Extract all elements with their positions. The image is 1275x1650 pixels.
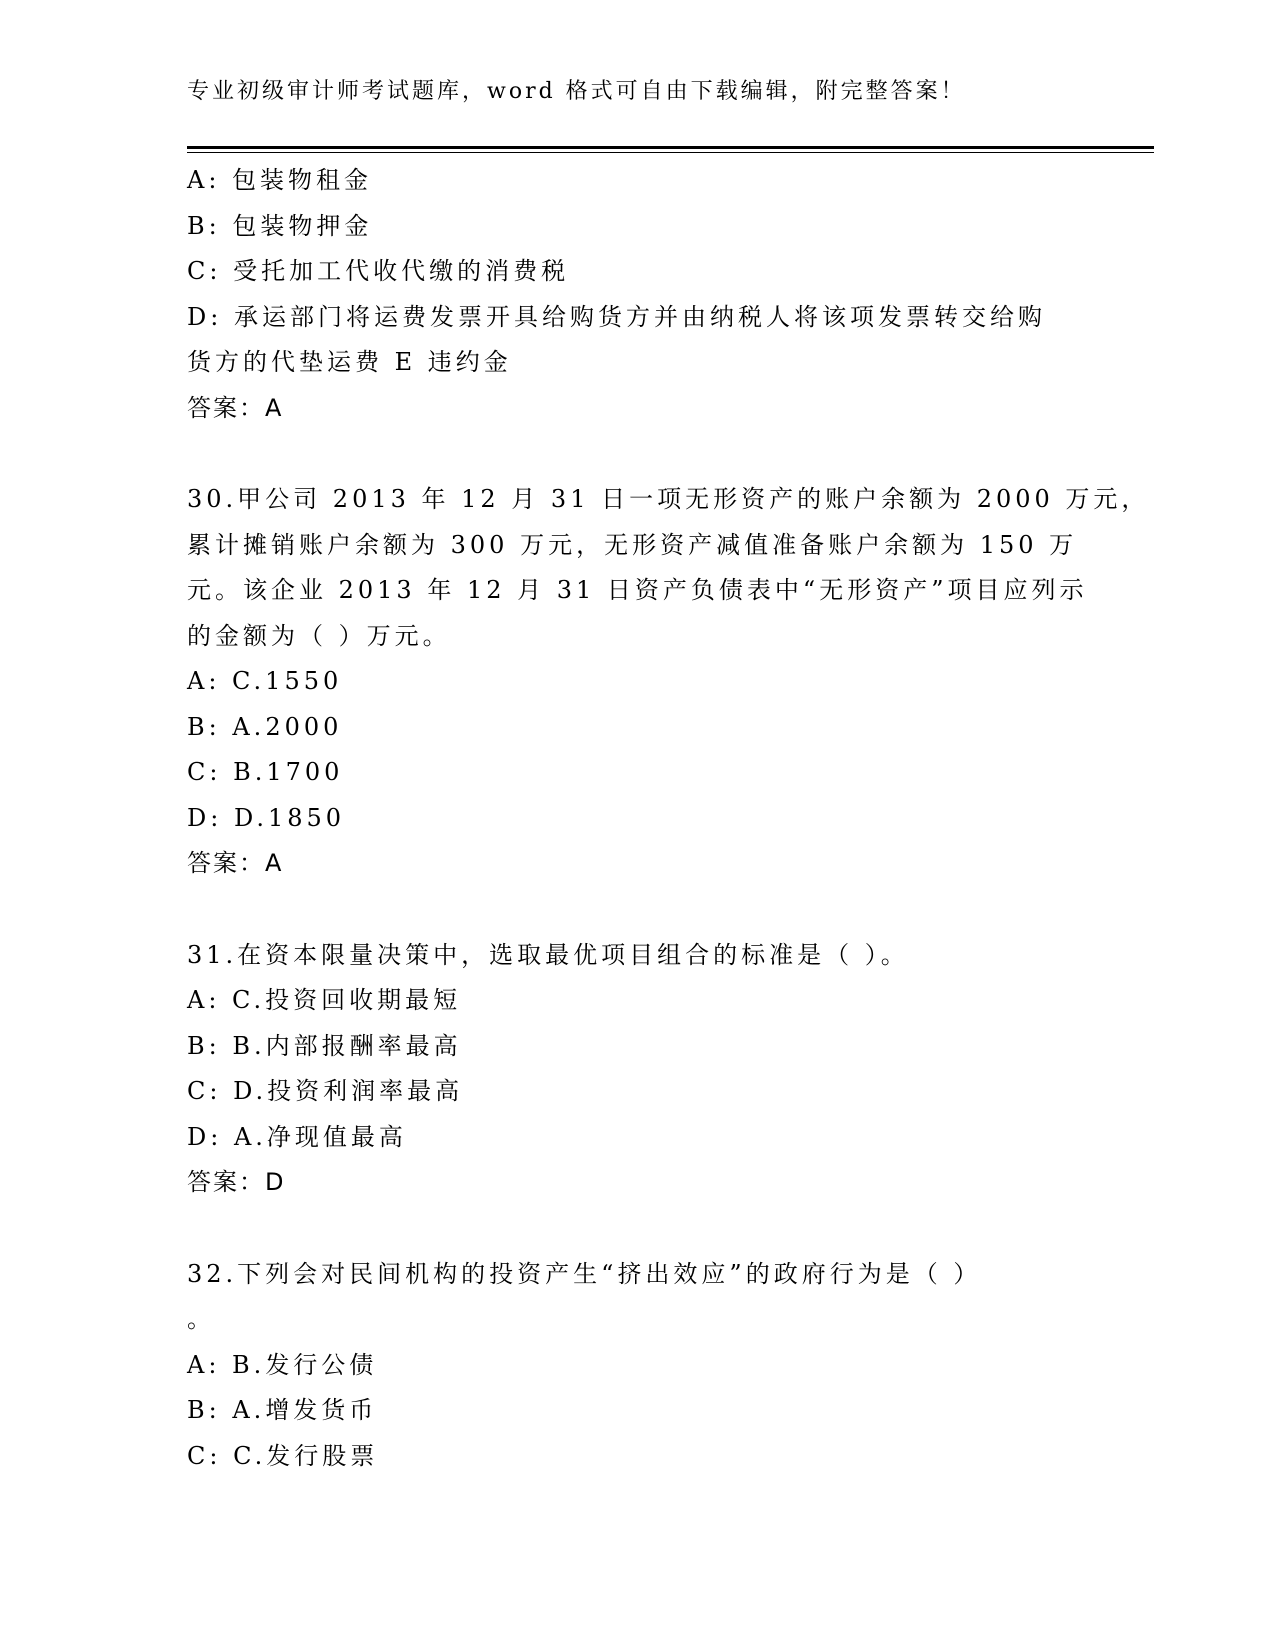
option-d: D: 承运部门将运费发票开具给购货方并由纳税人将该项发票转交给购	[187, 302, 1046, 331]
answer: 答案：A	[187, 849, 284, 877]
page-header: 专业初级审计师考试题库，word 格式可自由下载编辑，附完整答案！	[187, 79, 966, 104]
option-a: A: 包装物租金	[187, 166, 373, 194]
question-30	[187, 477, 1150, 887]
question-stem: 32.下列会对民间机构的投资产生“挤出效应”的政府行为是（ ）	[187, 1259, 982, 1288]
question-stem: 累计摊销账户余额为 300 万元，无形资产减值准备账户余额为 150 万	[187, 530, 1078, 559]
option-a: A: C.1550	[187, 667, 343, 695]
option-d: D: A.净现值最高	[187, 1122, 407, 1151]
question-31	[187, 933, 1087, 1206]
option-d-continued: 货方的代垫运费 E 违约金	[187, 348, 512, 376]
option-b: B: A.增发货币	[187, 1396, 378, 1424]
option-c: C: 受托加工代收代缴的消费税	[187, 257, 570, 285]
option-b: B: 包装物押金	[187, 211, 373, 240]
answer: 答案：D	[187, 1168, 286, 1196]
option-c: C: C.发行股票	[187, 1441, 379, 1470]
answer: 答案：A	[187, 393, 284, 422]
question-stem-continued: 。	[187, 1305, 215, 1333]
header-rule-thin	[187, 152, 1154, 153]
option-a: A: C.投资回收期最短	[187, 986, 462, 1014]
option-b: B: B.内部报酬率最高	[187, 1031, 462, 1060]
question-stem: 30.甲公司 2013 年 12 月 31 日一项无形资产的账户余额为 2000 万元，	[187, 485, 1150, 513]
header-rule-thick	[187, 146, 1154, 149]
question-29	[187, 158, 1087, 431]
option-b: B: A.2000	[187, 712, 343, 741]
option-d: D: D.1850	[187, 803, 346, 832]
question-stem: 31.在资本限量决策中，选取最优项目组合的标准是（ ）。	[187, 940, 909, 969]
option-c: C: D.投资利润率最高	[187, 1077, 464, 1105]
option-c: C: B.1700	[187, 758, 344, 786]
option-a: A: B.发行公债	[187, 1350, 378, 1379]
question-stem: 元。该企业 2013 年 12 月 31 日资产负债表中“无形资产”项目应列示	[187, 576, 1088, 604]
question-content	[187, 158, 1150, 1479]
question-32	[187, 1252, 1087, 1480]
question-stem: 的金额为（ ）万元。	[187, 621, 451, 650]
